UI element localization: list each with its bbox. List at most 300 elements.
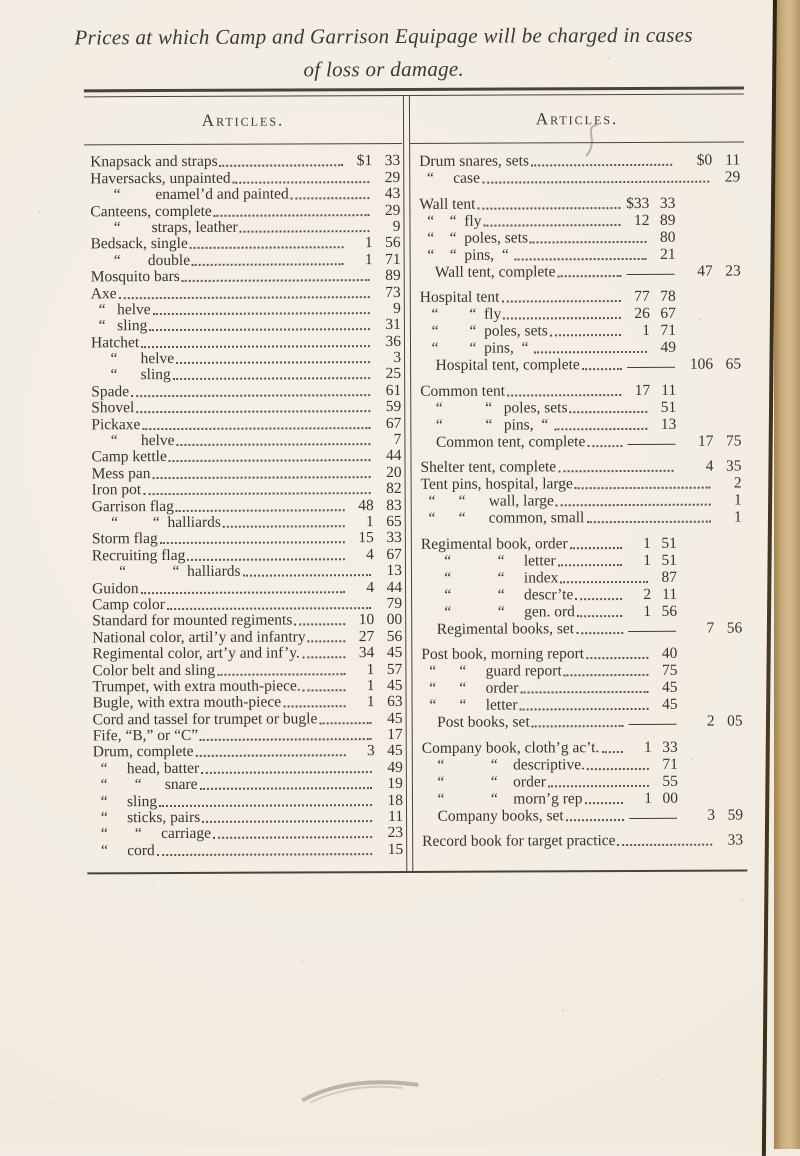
cents-cell: 33	[378, 529, 402, 547]
inner-cents-cell: 51	[655, 551, 677, 569]
outer-cents-cell: 56	[718, 619, 742, 637]
item-label: Spade	[91, 383, 129, 401]
leader-dots	[585, 802, 623, 804]
inner-cents-cell: 49	[654, 339, 676, 357]
item-label: “ “ gen. ord	[421, 603, 575, 622]
inner-cents-cell: 67	[654, 305, 676, 323]
table-row	[421, 510, 742, 528]
cents-cell: 61	[377, 382, 401, 400]
cents-cell: 67	[378, 546, 402, 564]
leader-dots	[575, 487, 711, 490]
leader-dots	[587, 767, 649, 769]
leader-dots	[190, 247, 344, 250]
leader-dots	[202, 820, 372, 823]
cents-cell: 63	[379, 693, 403, 711]
title-line-2: of loss or damage.	[0, 51, 770, 87]
inner-cents-cell: 21	[654, 245, 676, 263]
cents-cell: 9	[376, 218, 400, 236]
cents-cell: 36	[377, 333, 401, 351]
leader-dots	[240, 230, 370, 233]
table-row	[422, 807, 743, 825]
table-row	[420, 382, 741, 400]
cents-cell: 20	[378, 464, 402, 482]
cents-cell: 7	[377, 431, 401, 449]
leader-dots	[141, 591, 346, 594]
item-label: Common tent, complete	[420, 433, 585, 452]
leader-dots	[601, 751, 622, 753]
item-label: “ “ index	[421, 569, 558, 588]
item-label: Post book, morning report	[421, 645, 584, 664]
cents-cell: 65	[378, 513, 402, 531]
table-row	[421, 663, 742, 681]
pencil-smudge	[290, 1072, 440, 1109]
leader-dots	[213, 837, 372, 840]
table-row	[421, 476, 742, 494]
leader-dots	[577, 615, 622, 617]
item-label: “ “ guard report	[421, 662, 561, 681]
item-label: Tent pins, hospital, large	[421, 475, 573, 494]
price-table	[84, 86, 747, 874]
table-row	[419, 195, 740, 213]
inner-cents-cell: 00	[656, 789, 678, 807]
item-label: Pickaxe	[91, 416, 140, 434]
leader-dots	[618, 844, 713, 846]
leader-dots	[143, 492, 370, 495]
item-label: “ “ letter	[422, 696, 518, 714]
item-label: Recruiting flag	[92, 547, 185, 565]
inner-dollars-cell: 17	[624, 381, 650, 399]
leader-dots	[167, 607, 371, 610]
table-row	[422, 773, 743, 791]
item-label: Canteens, complete	[90, 202, 211, 221]
sum-dash	[628, 630, 676, 631]
inner-cents-cell: 33	[653, 194, 675, 212]
table-row	[420, 399, 741, 417]
item-label: Company books, set	[422, 807, 564, 826]
table-row	[420, 263, 741, 281]
leader-dots	[157, 853, 372, 856]
leader-dots	[477, 207, 620, 210]
leader-dots	[520, 691, 648, 694]
item-label: “ head, batter	[93, 760, 199, 778]
item-label: “ double	[91, 252, 191, 270]
inner-cents-cell: 33	[656, 738, 678, 756]
leader-dots	[153, 476, 371, 479]
leader-dots	[196, 755, 346, 758]
cents-cell: 13	[378, 562, 402, 580]
leader-dots	[483, 224, 620, 227]
outer-cents-cell: 75	[717, 432, 741, 450]
leader-dots	[534, 351, 647, 353]
item-label: “ “ wall, large	[421, 492, 554, 511]
leader-dots	[169, 460, 371, 463]
cents-cell: 17	[379, 726, 403, 744]
leader-dots	[303, 689, 346, 691]
item-label: “ “ poles, sets	[420, 399, 567, 418]
leader-dots	[532, 725, 624, 727]
leader-dots	[217, 673, 345, 676]
item-label: Hospital tent, complete	[420, 356, 580, 375]
leader-dots	[291, 197, 370, 199]
leader-dots	[586, 521, 710, 524]
table-row	[419, 229, 740, 247]
table-row	[421, 680, 742, 698]
item-label: “ straps, leather	[90, 219, 237, 238]
dollars-cell: 1	[349, 693, 375, 711]
outer-dollars-cell: 47	[681, 262, 713, 280]
cents-cell: 44	[377, 447, 401, 465]
cents-cell: 67	[377, 415, 401, 433]
outer-cents-cell: 05	[719, 713, 743, 731]
item-label: Axe	[91, 285, 117, 303]
inner-cents-cell: 89	[653, 211, 675, 229]
leader-dots	[482, 181, 709, 184]
leader-dots	[173, 378, 370, 381]
cents-cell: 57	[378, 660, 402, 678]
item-label: “ “ descr’te	[421, 586, 573, 605]
leader-dots	[554, 427, 647, 429]
cents-cell: 25	[377, 365, 401, 383]
sum-dash	[629, 817, 677, 818]
cents-cell: 45	[379, 710, 403, 728]
cents-cell: 49	[379, 759, 403, 777]
leader-dots	[570, 547, 622, 549]
item-label: “ sling	[93, 793, 157, 811]
item-label: Bugle, with extra mouth-piece	[93, 694, 282, 713]
leader-dots	[520, 708, 649, 711]
table-row	[420, 306, 741, 324]
dollars-cell: 1	[347, 234, 373, 252]
sum-dash	[627, 367, 675, 368]
item-label: Mosquito bars	[91, 268, 180, 286]
leader-dots	[136, 410, 370, 413]
leader-dots	[214, 214, 370, 217]
cents-cell: 33	[376, 152, 400, 170]
leader-dots	[141, 345, 370, 348]
leader-dots	[187, 558, 345, 561]
item-label: Shelter tent, complete	[420, 458, 556, 477]
outer-dollars-cell: 7	[682, 619, 714, 637]
item-label: Company book, cloth’g ac’t.	[422, 739, 600, 758]
leader-dots	[557, 275, 621, 277]
leader-dots	[149, 328, 370, 331]
item-label: Iron pot	[92, 481, 142, 499]
dollars-cell: 27	[348, 628, 374, 646]
table-row	[420, 433, 741, 451]
item-label: Hatchet	[91, 334, 139, 352]
leader-dots	[531, 164, 672, 167]
sum-dash	[627, 273, 675, 274]
table-row	[419, 170, 740, 188]
item-label: Record book for target practice	[422, 832, 615, 851]
leader-dots	[503, 317, 621, 320]
cents-cell: 83	[378, 497, 402, 515]
item-label: Camp color	[92, 596, 165, 614]
item-label: National color, artil’y and infantry	[92, 628, 305, 647]
dollars-cell: 1	[348, 513, 374, 531]
cents-cell: 44	[378, 579, 402, 597]
item-label: Trumpet, with extra mouth-piece.	[92, 677, 300, 696]
inner-dollars-cell: 1	[626, 738, 652, 756]
outer-cents-cell: 33	[719, 832, 743, 850]
leader-dots	[575, 598, 622, 600]
table-row	[421, 535, 742, 553]
dollars-cell: 1	[347, 251, 373, 269]
item-label: “ “ order	[421, 679, 518, 697]
item-label: Post books, set	[422, 713, 530, 731]
outer-cents-cell: 1	[718, 492, 742, 510]
table-row	[422, 714, 743, 732]
outer-cents-cell: 59	[719, 806, 743, 824]
leader-dots	[302, 656, 345, 658]
leader-dots	[550, 334, 621, 336]
cents-cell: 56	[377, 234, 401, 252]
outer-dollars-cell: $0	[680, 152, 712, 170]
cents-cell: 15	[379, 841, 403, 859]
inner-dollars-cell: 12	[623, 211, 649, 229]
item-label: Hospital tent	[420, 289, 500, 307]
inner-dollars-cell: 1	[625, 551, 651, 569]
sum-dash	[629, 724, 677, 725]
table-row	[421, 586, 742, 604]
outer-cents-cell: 11	[716, 152, 740, 170]
item-label: Regimental color, art’y and inf’y.	[92, 645, 300, 664]
item-label: “ helve	[91, 301, 151, 319]
table-row	[421, 459, 742, 477]
leader-dots	[220, 165, 344, 168]
inner-dollars-cell: 1	[624, 322, 650, 340]
leader-dots	[515, 257, 647, 260]
right-column-header: Articles.	[410, 94, 744, 143]
item-label: “ helve	[91, 432, 174, 450]
item-label: Color belt and sling	[92, 661, 215, 680]
leader-dots	[548, 784, 649, 786]
table-row	[421, 620, 742, 638]
cents-cell: 79	[378, 595, 402, 613]
item-label: “ enamel’d and painted	[90, 186, 288, 205]
table-row	[421, 552, 742, 570]
item-label: “ “ order	[422, 773, 546, 792]
leader-dots	[319, 722, 371, 724]
table-row	[91, 269, 401, 287]
inner-cents-cell: 11	[655, 585, 677, 603]
item-label: Shovel	[91, 399, 134, 417]
inner-dollars-cell: 1	[625, 602, 651, 620]
left-column-body	[84, 144, 405, 872]
item-label: “ sticks, pairs	[93, 809, 200, 827]
item-label: “ sling	[91, 317, 147, 335]
inner-cents-cell: 51	[654, 398, 676, 416]
inner-cents-cell: 71	[654, 322, 676, 340]
inner-cents-cell: 80	[653, 228, 675, 246]
table-row	[422, 833, 743, 851]
inner-cents-cell: 51	[655, 534, 677, 552]
leader-dots	[566, 819, 624, 821]
item-label: “ helve	[91, 350, 174, 368]
cents-cell: 11	[379, 808, 403, 826]
item-label: “ sling	[91, 366, 171, 384]
leader-dots	[200, 738, 372, 741]
table-row	[421, 493, 742, 511]
outer-dollars-cell: 3	[683, 806, 715, 824]
leader-dots	[308, 640, 346, 642]
inner-dollars-cell: 2	[625, 585, 651, 603]
inner-cents-cell: 75	[655, 662, 677, 680]
inner-dollars-cell: 26	[624, 305, 650, 323]
leader-dots	[160, 542, 345, 545]
dollars-cell: $1	[346, 153, 372, 171]
inner-cents-cell: 11	[654, 381, 676, 399]
cents-cell: 45	[378, 677, 402, 695]
item-label: Wall tent	[419, 195, 475, 213]
item-label: “ cord	[93, 842, 155, 860]
leader-dots	[507, 394, 621, 396]
item-label: “ case	[419, 170, 480, 188]
leader-dots	[564, 674, 649, 676]
left-column-header: Articles.	[84, 96, 402, 145]
inner-cents-cell: 40	[655, 645, 677, 663]
item-label: “ “ carriage	[93, 825, 211, 844]
cents-cell: 71	[377, 251, 401, 269]
leader-dots	[530, 240, 647, 243]
cents-cell: 9	[377, 300, 401, 318]
item-label: “ “ pins, “	[420, 416, 552, 435]
cents-cell: 31	[377, 316, 401, 334]
dollars-cell: 4	[348, 579, 374, 597]
table-row	[421, 569, 742, 587]
leader-dots	[142, 427, 370, 430]
leader-dots	[177, 443, 371, 446]
item-label: Common tent	[420, 382, 505, 400]
table-row	[91, 383, 401, 401]
dollars-cell: 4	[348, 546, 374, 564]
table-row	[420, 323, 741, 341]
item-label: “ “ pins, “	[420, 339, 532, 357]
item-label: “ “ snare	[93, 776, 198, 794]
leader-dots	[560, 580, 648, 582]
item-label: Regimental books, set	[421, 620, 574, 639]
outer-cents-cell: 1	[718, 509, 742, 527]
table-row	[422, 756, 743, 774]
leader-dots	[556, 504, 711, 507]
inner-dollars-cell: 77	[624, 288, 650, 306]
leader-dots	[558, 564, 622, 566]
inner-dollars-cell: $33	[623, 194, 649, 212]
leader-dots	[131, 394, 370, 397]
table-row	[93, 842, 403, 860]
item-label: Standard for mounted regiments	[92, 612, 292, 631]
outer-cents-cell: 35	[717, 458, 741, 476]
sum-dash	[627, 443, 675, 444]
item-label: Knapsack and straps	[90, 153, 217, 172]
item-label: Haversacks, unpainted	[90, 170, 230, 189]
leader-dots	[587, 445, 622, 447]
leader-dots	[119, 296, 370, 299]
dollars-cell: 48	[348, 497, 374, 515]
title-line-1: Prices at which Camp and Garrison Equipage will be charged in cases	[0, 18, 770, 54]
table-row	[91, 367, 401, 385]
cents-cell: 45	[378, 644, 402, 662]
leader-dots	[233, 181, 370, 184]
outer-dollars-cell: 106	[681, 356, 713, 374]
item-label: Storm flag	[92, 530, 158, 548]
item-label: Cord and tassel for trumpet or bugle	[93, 710, 318, 729]
leader-dots	[159, 804, 372, 807]
table-row	[419, 212, 740, 230]
outer-cents-cell: 65	[717, 356, 741, 374]
item-label: Fife, “B,” or “C”	[93, 727, 199, 745]
leader-dots	[192, 263, 344, 266]
right-column-body	[410, 142, 747, 870]
item-label: “ “ pins, “	[420, 246, 513, 264]
item-label: Bedsack, single	[91, 235, 188, 253]
leader-dots	[153, 312, 370, 315]
outer-dollars-cell: 4	[681, 458, 713, 476]
outer-dollars-cell: 2	[683, 713, 715, 731]
cents-cell: 89	[377, 267, 401, 285]
leader-dots	[176, 509, 345, 512]
item-label: “ “ descriptive.	[422, 756, 585, 775]
item-label: “ “ fly	[420, 306, 501, 324]
cents-cell: 23	[379, 824, 403, 842]
leader-dots	[201, 771, 372, 774]
inner-cents-cell: 13	[654, 415, 676, 433]
cents-cell: 73	[377, 284, 401, 302]
item-label: Garrison flag	[92, 498, 174, 516]
inner-cents-cell: 55	[656, 772, 678, 790]
leader-dots	[501, 300, 620, 303]
leader-dots	[176, 361, 370, 364]
leader-dots	[586, 657, 648, 659]
dollars-cell: 10	[348, 611, 374, 629]
cents-cell: 19	[379, 775, 403, 793]
leader-dots	[294, 624, 345, 626]
leader-dots	[570, 410, 648, 412]
cents-cell: 59	[377, 398, 401, 416]
item-label: “ “ halliards	[92, 514, 221, 533]
cents-cell: 43	[376, 185, 400, 203]
table-row	[421, 646, 742, 664]
dollars-cell: 3	[349, 743, 375, 761]
outer-cents-cell: 23	[717, 262, 741, 280]
cents-cell: 18	[379, 792, 403, 810]
inner-cents-cell: 71	[656, 755, 678, 773]
cents-cell: 29	[376, 169, 400, 187]
leader-dots	[182, 279, 370, 282]
item-label: “ “ poles, sets	[419, 229, 528, 247]
cents-cell: 3	[377, 349, 401, 367]
item-label: Drum snares, sets	[419, 152, 529, 170]
cents-cell: 56	[378, 628, 402, 646]
leader-dots	[200, 787, 372, 790]
inner-cents-cell: 78	[654, 288, 676, 306]
item-label: Regimental book, order	[421, 535, 568, 554]
item-label: “ “ halliards	[92, 563, 241, 582]
leader-dots	[576, 632, 623, 634]
cents-cell: 82	[378, 480, 402, 498]
dollars-cell: 1	[348, 661, 374, 679]
cents-cell: 00	[378, 611, 402, 629]
book-page-edges	[774, 0, 800, 1149]
inner-cents-cell: 56	[655, 602, 677, 620]
outer-dollars-cell: 17	[681, 432, 713, 450]
item-label: “ “ morn’g rep	[422, 790, 583, 809]
table-row	[420, 289, 741, 307]
item-label: Wall tent, complete	[420, 263, 556, 282]
inner-dollars-cell: 1	[625, 534, 651, 552]
outer-cents-cell: 2	[718, 475, 742, 493]
table-row	[420, 357, 741, 375]
